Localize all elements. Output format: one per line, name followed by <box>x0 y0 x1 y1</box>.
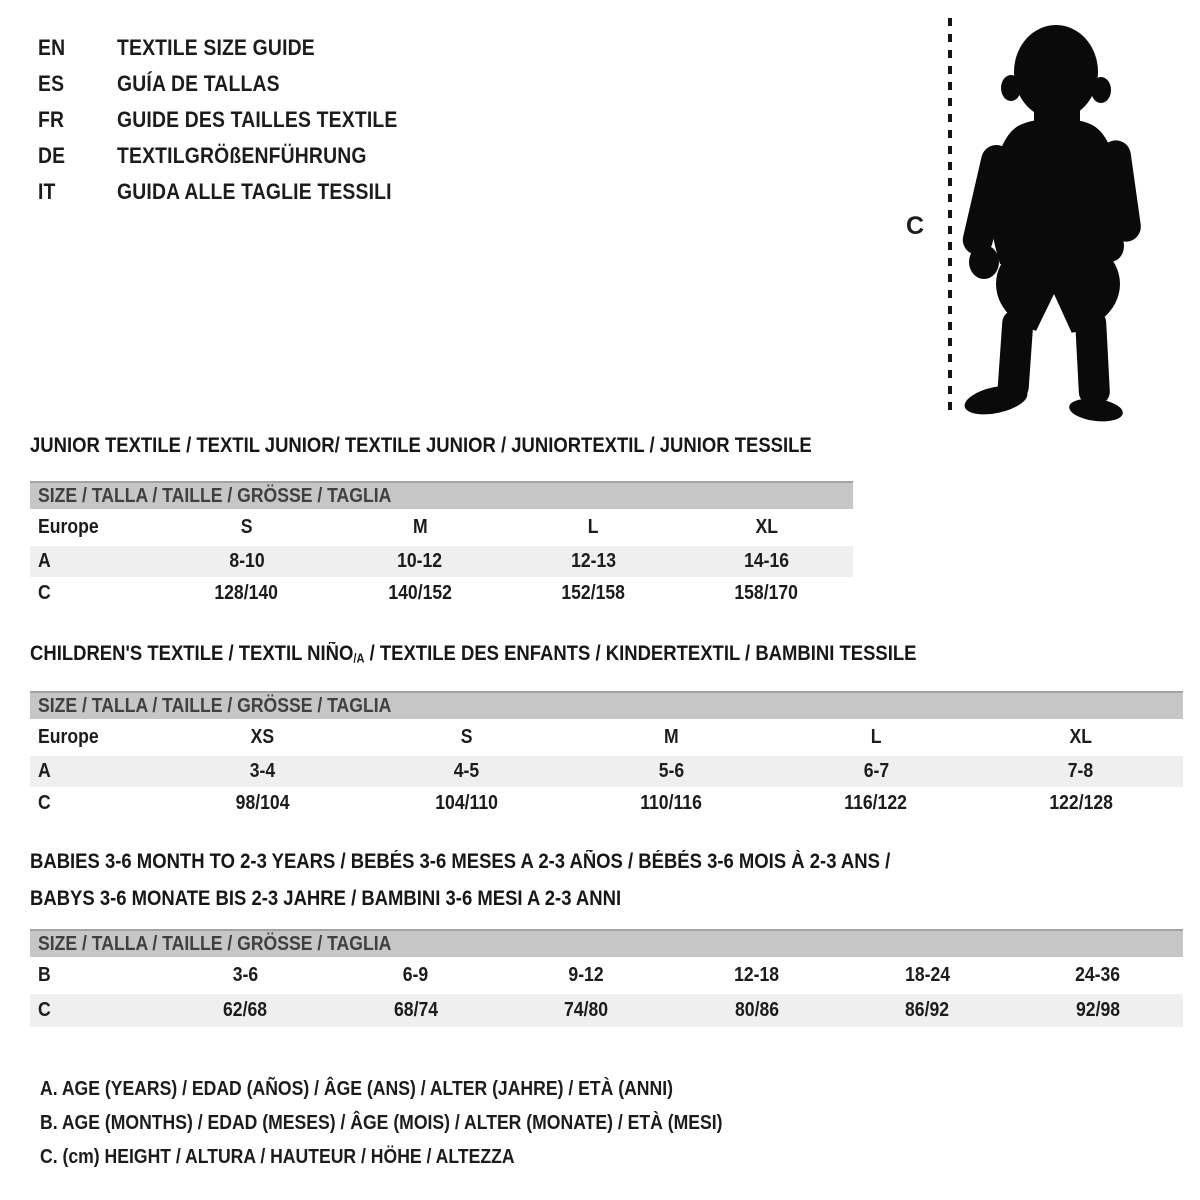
height-value: 98/104 <box>235 792 290 814</box>
month-value: 3-6 <box>232 964 258 986</box>
height-value: 122/128 <box>1048 792 1113 814</box>
height-value: 74/80 <box>564 999 609 1021</box>
height-value: 158/170 <box>734 582 799 604</box>
language-title: GUIDA ALLE TAGLIE TESSILI <box>117 179 392 204</box>
height-value: 116/122 <box>844 792 908 814</box>
height-measure-label: C <box>906 212 925 240</box>
size-value: XL <box>1069 726 1092 748</box>
table-row-a <box>30 756 1183 787</box>
size-value: XL <box>755 516 778 538</box>
junior-size-table <box>30 481 853 610</box>
size-header-bar <box>30 929 1183 957</box>
children-section-heading <box>30 642 1037 670</box>
row-label: C <box>38 792 51 814</box>
legend-line-c <box>40 1140 816 1174</box>
size-value: S <box>240 516 253 538</box>
legend-text-c: C. (cm) HEIGHT / ALTURA / HAUTEUR / HÖHE / ALTEZZA <box>40 1145 515 1168</box>
row-label: C <box>38 582 51 604</box>
age-value: 3-4 <box>249 760 276 782</box>
language-title: TEXTILGRÖßENFÜHRUNG <box>117 143 367 168</box>
toddler-silhouette-image <box>958 12 1148 422</box>
size-value: M <box>664 726 679 748</box>
height-value: 152/158 <box>561 582 625 604</box>
row-label: A <box>38 760 51 782</box>
height-value: 68/74 <box>393 999 438 1021</box>
height-value: 86/92 <box>905 999 950 1021</box>
month-value: 18-24 <box>904 964 950 986</box>
language-code: ES <box>38 71 65 96</box>
language-row-de <box>38 138 436 174</box>
language-row-es <box>38 66 436 102</box>
table-row-c <box>30 577 853 610</box>
language-title-list <box>38 30 436 210</box>
size-header-text: SIZE / TALLA / TAILLE / GRÖSSE / TAGLIA <box>38 484 392 507</box>
height-value: 110/116 <box>640 792 703 814</box>
children-heading-subscript: /A <box>353 651 365 666</box>
row-label: A <box>38 550 51 572</box>
table-row-europe <box>30 509 853 546</box>
height-value: 140/152 <box>388 582 452 604</box>
measurement-legend <box>40 1072 816 1174</box>
month-value: 9-12 <box>568 964 604 986</box>
size-header-text: SIZE / TALLA / TAILLE / GRÖSSE / TAGLIA <box>38 932 392 955</box>
table-row-c <box>30 994 1183 1027</box>
size-header-bar <box>30 481 853 509</box>
junior-heading-text: JUNIOR TEXTILE / TEXTIL JUNIOR/ TEXTILE JUNIOR / JUNIORTEXTIL / JUNIOR TESSILE <box>30 434 812 457</box>
babies-heading-line1: BABIES 3-6 MONTH TO 2-3 YEARS / BEBÉS 3-6 MESES A 2-3 AÑOS / BÉBÉS 3-6 MOIS À 2-3 ANS / <box>30 850 891 873</box>
language-code: FR <box>38 107 65 132</box>
junior-section-heading <box>30 434 918 458</box>
age-value: 14-16 <box>743 550 789 572</box>
children-heading-suffix: / TEXTILE DES ENFANTS / KINDERTEXTIL / BAMBINI TESSILE <box>364 642 917 665</box>
size-value: L <box>587 516 599 538</box>
language-row-it <box>38 174 436 210</box>
children-size-table <box>30 691 1183 820</box>
table-row-c <box>30 787 1183 820</box>
babies-size-table <box>30 929 1183 1027</box>
legend-line-b <box>40 1106 816 1140</box>
table-row-europe <box>30 719 1183 756</box>
row-label: Europe <box>38 726 99 748</box>
children-heading-prefix: CHILDREN'S TEXTILE / TEXTIL NIÑO <box>30 642 354 665</box>
babies-section-heading <box>30 843 1008 917</box>
legend-text-a: A. AGE (YEARS) / EDAD (AÑOS) / ÂGE (ANS) / ALTER (JAHRE) / ETÀ (ANNI) <box>40 1077 673 1100</box>
age-value: 4-5 <box>454 760 480 782</box>
height-measure-dashed-line <box>948 18 952 415</box>
babies-heading-line2: BABYS 3-6 MONATE BIS 2-3 JAHRE / BAMBINI 3-6 MESI A 2-3 ANNI <box>30 887 622 910</box>
language-code: EN <box>38 35 66 60</box>
age-value: 6-7 <box>863 760 889 782</box>
legend-text-b: B. AGE (MONTHS) / EDAD (MESES) / ÂGE (MOIS) / ALTER (MONATE) / ETÀ (MESI) <box>40 1111 723 1134</box>
height-value: 128/140 <box>214 582 279 604</box>
size-header-bar <box>30 691 1183 719</box>
size-header-text: SIZE / TALLA / TAILLE / GRÖSSE / TAGLIA <box>38 694 392 717</box>
height-value: 62/68 <box>223 999 268 1021</box>
month-value: 6-9 <box>403 964 429 986</box>
language-row-fr <box>38 102 436 138</box>
language-title: TEXTILE SIZE GUIDE <box>117 35 315 60</box>
age-value: 5-6 <box>658 760 685 782</box>
table-row-b <box>30 957 1183 994</box>
language-code: DE <box>38 143 66 168</box>
legend-line-a <box>40 1072 816 1106</box>
size-value: L <box>870 726 882 748</box>
height-value: 80/86 <box>734 999 779 1021</box>
size-value: XS <box>250 726 275 748</box>
age-value: 12-13 <box>570 550 616 572</box>
row-label: B <box>38 964 51 986</box>
language-row-en <box>38 30 436 66</box>
table-row-a <box>30 546 853 577</box>
children-heading-text <box>30 642 917 670</box>
age-value: 10-12 <box>397 550 443 572</box>
size-value: S <box>461 726 473 748</box>
row-label: C <box>38 999 51 1021</box>
height-value: 92/98 <box>1075 999 1120 1021</box>
month-value: 24-36 <box>1075 964 1121 986</box>
age-value: 8-10 <box>229 550 265 572</box>
size-value: M <box>412 516 428 538</box>
language-title: GUIDE DES TAILLES TEXTILE <box>117 107 398 132</box>
row-label: Europe <box>38 516 99 538</box>
month-value: 12-18 <box>734 964 780 986</box>
height-value: 104/110 <box>435 792 499 814</box>
age-value: 7-8 <box>1067 760 1094 782</box>
language-code: IT <box>38 179 56 204</box>
language-title: GUÍA DE TALLAS <box>117 71 280 96</box>
